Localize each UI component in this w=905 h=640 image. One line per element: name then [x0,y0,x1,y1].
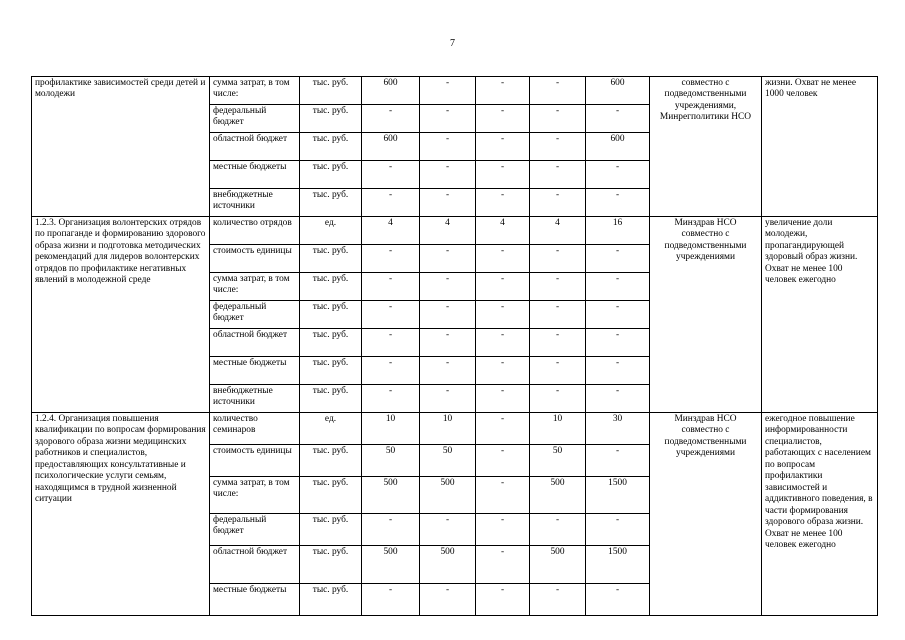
unit-cell: тыс. руб. [300,189,362,217]
year-value-cell: - [530,105,586,133]
indicator-cell: количество семинаров [210,413,300,445]
total-value-cell: - [586,245,650,273]
page-number: 7 [450,38,455,49]
unit-cell: тыс. руб. [300,357,362,385]
executor-cell: совместно с подведомственными учреждениями, Минрегполитики НСО [650,77,762,217]
year-value-cell: 500 [362,546,420,584]
year-value-cell: - [530,245,586,273]
unit-cell: ед. [300,217,362,245]
year-value-cell: - [530,385,586,413]
year-value-cell: - [476,584,530,616]
year-value-cell: - [362,189,420,217]
year-value-cell: 4 [362,217,420,245]
year-value-cell: 500 [530,546,586,584]
year-value-cell: 500 [420,477,476,514]
year-value-cell: - [420,273,476,301]
total-value-cell: - [586,161,650,189]
total-value-cell: - [586,385,650,413]
total-value-cell: - [586,273,650,301]
total-value-cell: 1500 [586,546,650,584]
indicator-cell: внебюджетные источники [210,189,300,217]
year-value-cell: - [530,273,586,301]
unit-cell: тыс. руб. [300,546,362,584]
indicator-cell: стоимость единицы [210,245,300,273]
indicator-cell: количество отрядов [210,217,300,245]
total-value-cell: - [586,514,650,546]
year-value-cell: - [420,301,476,329]
year-value-cell: - [476,245,530,273]
year-value-cell: - [476,413,530,445]
unit-cell: тыс. руб. [300,161,362,189]
total-value-cell: 1500 [586,477,650,514]
measure-name-cell: 1.2.3. Организация волонтерских отрядов по пропаганде и формированию здорового образа жизни и подготовка методических рекомендаций для лидеров волонтерских отрядов по профилактике негативных явлений в молодежной среде [32,217,210,413]
year-value-cell: - [476,189,530,217]
year-value-cell: - [362,329,420,357]
year-value-cell: - [530,584,586,616]
year-value-cell: - [420,329,476,357]
year-value-cell: - [476,273,530,301]
expected-result-cell: ежегодное повышение информированности специалистов, работающих с населением по вопросам профилактики зависимостей и аддиктивного поведения, в части формирования здорового образа жизни. Охват не менее 100 человек ежегодно [762,413,878,616]
year-value-cell: - [530,77,586,105]
year-value-cell: - [362,245,420,273]
year-value-cell: - [420,385,476,413]
year-value-cell: 500 [362,477,420,514]
total-value-cell: - [586,301,650,329]
total-value-cell: - [586,105,650,133]
measure-name-cell: профилактике зависимостей среди детей и молодежи [32,77,210,217]
year-value-cell: - [362,301,420,329]
unit-cell: тыс. руб. [300,105,362,133]
year-value-cell: 10 [530,413,586,445]
executor-cell: Минздрав НСО совместно с подведомственными учреждениями [650,413,762,616]
indicator-cell: внебюджетные источники [210,385,300,413]
year-value-cell: - [530,161,586,189]
year-value-cell: - [530,301,586,329]
indicator-cell: областной бюджет [210,133,300,161]
year-value-cell: - [420,133,476,161]
year-value-cell: - [420,77,476,105]
total-value-cell: 600 [586,77,650,105]
indicator-cell: местные бюджеты [210,357,300,385]
unit-cell: тыс. руб. [300,477,362,514]
year-value-cell: - [362,514,420,546]
year-value-cell: - [420,514,476,546]
unit-cell: тыс. руб. [300,245,362,273]
year-value-cell: - [476,329,530,357]
table-row [32,77,878,105]
year-value-cell: - [420,584,476,616]
year-value-cell: - [476,77,530,105]
year-value-cell: - [530,133,586,161]
total-value-cell: - [586,357,650,385]
indicator-cell: сумма затрат, в том числе: [210,477,300,514]
table-row [32,413,878,445]
year-value-cell: 50 [362,445,420,477]
year-value-cell: 600 [362,133,420,161]
year-value-cell: - [420,357,476,385]
year-value-cell: 50 [420,445,476,477]
unit-cell: тыс. руб. [300,329,362,357]
year-value-cell: 500 [420,546,476,584]
measure-name-cell: 1.2.4. Организация повышения квалификации по вопросам формирования здорового образа жизни медицинских работников и специалистов, предоставляющих консультативные и психологические услуги семьям, находящимся в трудной жизненной ситуации [32,413,210,616]
executor-cell: Минздрав НСО совместно с подведомственными учреждениями [650,217,762,413]
unit-cell: тыс. руб. [300,273,362,301]
unit-cell: тыс. руб. [300,514,362,546]
unit-cell: тыс. руб. [300,385,362,413]
indicator-cell: местные бюджеты [210,161,300,189]
indicator-cell: областной бюджет [210,329,300,357]
year-value-cell: - [476,161,530,189]
indicator-cell: стоимость единицы [210,445,300,477]
total-value-cell: - [586,445,650,477]
unit-cell: тыс. руб. [300,77,362,105]
year-value-cell: - [420,161,476,189]
year-value-cell: - [476,357,530,385]
total-value-cell: - [586,329,650,357]
indicator-cell: федеральный бюджет [210,514,300,546]
year-value-cell: - [476,105,530,133]
year-value-cell: 50 [530,445,586,477]
year-value-cell: - [420,105,476,133]
year-value-cell: - [420,245,476,273]
year-value-cell: 500 [530,477,586,514]
year-value-cell: 4 [420,217,476,245]
total-value-cell: 16 [586,217,650,245]
year-value-cell: - [530,514,586,546]
program-table [31,76,878,616]
year-value-cell: - [476,445,530,477]
table-row [32,217,878,245]
year-value-cell: 4 [530,217,586,245]
total-value-cell: - [586,189,650,217]
year-value-cell: - [530,357,586,385]
expected-result-cell: жизни. Охват не менее 1000 человек [762,77,878,217]
unit-cell: тыс. руб. [300,301,362,329]
indicator-cell: федеральный бюджет [210,301,300,329]
year-value-cell: - [476,133,530,161]
unit-cell: ед. [300,413,362,445]
expected-result-cell: увеличение доли молодежи, пропагандирующей здоровый образ жизни. Охват не менее 100 человек ежегодно [762,217,878,413]
indicator-cell: местные бюджеты [210,584,300,616]
unit-cell: тыс. руб. [300,584,362,616]
year-value-cell: - [530,189,586,217]
unit-cell: тыс. руб. [300,133,362,161]
year-value-cell: - [476,385,530,413]
total-value-cell: 600 [586,133,650,161]
indicator-cell: федеральный бюджет [210,105,300,133]
year-value-cell: - [476,301,530,329]
year-value-cell: - [362,385,420,413]
year-value-cell: - [420,189,476,217]
year-value-cell: - [476,546,530,584]
total-value-cell: 30 [586,413,650,445]
year-value-cell: - [362,584,420,616]
year-value-cell: - [476,514,530,546]
year-value-cell: - [362,161,420,189]
year-value-cell: 10 [420,413,476,445]
indicator-cell: областной бюджет [210,546,300,584]
year-value-cell: 4 [476,217,530,245]
year-value-cell: - [530,329,586,357]
indicator-cell: сумма затрат, в том числе: [210,77,300,105]
year-value-cell: - [362,273,420,301]
year-value-cell: - [476,477,530,514]
year-value-cell: - [362,357,420,385]
indicator-cell: сумма затрат, в том числе: [210,273,300,301]
year-value-cell: 10 [362,413,420,445]
unit-cell: тыс. руб. [300,445,362,477]
year-value-cell: - [362,105,420,133]
year-value-cell: 600 [362,77,420,105]
total-value-cell: - [586,584,650,616]
